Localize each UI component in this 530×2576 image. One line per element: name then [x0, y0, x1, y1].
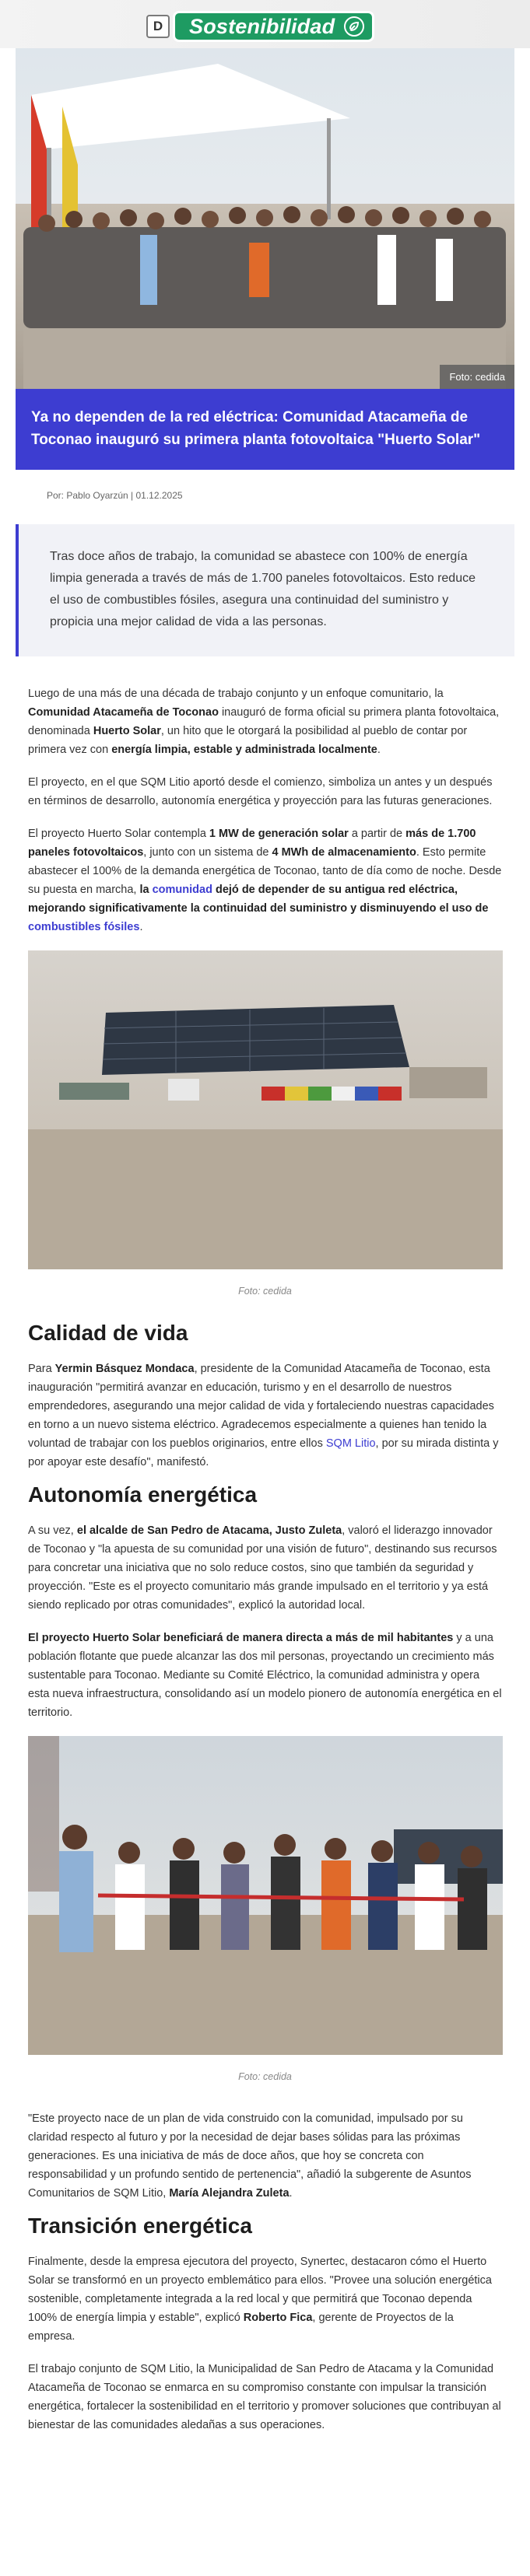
section-heading: Calidad de vida [28, 1321, 188, 1345]
hero-photo [16, 48, 514, 389]
paragraph: El proyecto Huerto Solar beneficiará de manera directa a más de mil habitantes y a una población flotante que puede alcanzar las dos mil personas, proyectando un crecimiento más sustentable para Toconao. Mediante su Comité Eléctrico, la comunidad administra y opera esta nueva infraestructura, consolidando así un modelo pionero de autonomía energética en el territorio. [28, 1632, 502, 1719]
paragraph: "Este proyecto nace de un plan de vida construido con la comunidad, impulsado por su claridad respecto al futuro y por la necesidad de dejar bases sólidas para las próximas generaciones. Es una iniciativa de más de doce años, que hoy se concreta con responsabilidad y un profundo sentido de pertenencia", añadió la subgerente de Asuntos Comunitarios de SQM Litio, María Alejandra Zuleta. [28, 2112, 472, 2200]
paragraph: El trabajo conjunto de SQM Litio, la Municipalidad de San Pedro de Atacama y la Comunidad Atacameña de Toconao se enmarca en su compromiso constante con impulsar la transición energética, fortalecer la sostenibilidad en el territorio y promover soluciones que contribuyan al bienestar de las comunidades aledañas a sus operaciones. [28, 2363, 501, 2431]
paragraph: El proyecto Huerto Solar contempla 1 MW de generación solar a partir de más de 1.700 paneles fotovoltaicos, junto con un sistema de 4 MWh de almacenamiento. Esto permite abastecer el 100% de la demanda energética de Toconao, tanto de día como de noche. Desde su puesta en marcha, la comunidad dejó de depender de su antigua red eléctrica, mejorando significativamente la continuidad del suministro y disminuyendo el uso de combustibles fósiles. [28, 828, 502, 933]
brand-name: Sostenibilidad [189, 14, 335, 38]
ribbon-cutting-illustration [28, 1736, 503, 2055]
link-sqm-litio[interactable]: SQM Litio [325, 1437, 376, 1450]
brand-logo[interactable] [146, 11, 374, 42]
photo-caption: Foto: cedida [238, 2071, 292, 2082]
paragraph: El proyecto, en el que SQM Litio aportó desde el comienzo, simboliza un antes y un después en términos de desarrollo, autonomía energética y proyección para las futuras generaciones. [28, 776, 493, 807]
article-lead: Tras doce años de trabajo, la comunidad se abastece con 100% de energía limpia generada a través de más de 1.700 paneles fotovoltaicos. Esto reduce el uso de combustibles fósiles, asegura una continuidad del suministro y propicia una mejor calidad de vida a las personas. [16, 524, 514, 656]
paragraph: Finalmente, desde la empresa ejecutora del proyecto, Synertec, destacaron cómo el Huerto Solar se transformó en un proyecto emblemático para ellos. "Provee una solución energética sostenible, completamente integrada a la red local y que permitirá que Toconao dependa 100% de energía limpia y estable", explicó Roberto Fica, gerente de Proyectos de la empresa. [28, 2256, 492, 2343]
link-combustibles-fosiles[interactable]: combustibles fósiles [28, 921, 140, 933]
paragraph: Luego de una más de una década de trabajo conjunto y un enfoque comunitario, la Comunidad Atacameña de Toconao inauguró de forma oficial su primera planta fotovoltaica, denominada Huerto Solar, un hito que le otorgará la posibilidad al pueblo de contar por primera vez con energía limpia, estable y administrada localmente. [28, 688, 500, 756]
site-header [0, 0, 530, 48]
section-heading: Transición energética [28, 2214, 252, 2238]
brand-pill [173, 11, 374, 42]
sustainability-leaf-icon [344, 16, 364, 37]
link-comunidad[interactable]: comunidad [152, 884, 212, 896]
byline: Por: Pablo Oyarzún | 01.12.2025 [47, 490, 183, 501]
photo-caption: Foto: cedida [238, 1286, 292, 1297]
d-logo-icon: D [146, 15, 170, 38]
section-heading: Autonomía energética [28, 1482, 258, 1507]
solar-plant-illustration [28, 950, 503, 1269]
paragraph: Para Yermin Básquez Mondaca, presidente de la Comunidad Atacameña de Toconao, esta inauguración "permitirá avanzar en educación, turismo y en el desarrollo de nuestros emprendedores, asegurando una mejor calidad de vida y fortaleciendo nuestras capacidades en torno a un nuevo sistema eléctrico. Agradecemos especialmente a quienes han tenido la voluntad de trabajar con los pueblos originarios, entre ellos SQM Litio, por su mirada distinta y por apoyar este desafío", manifestó. [28, 1363, 499, 1468]
hero-photo-illustration [16, 48, 514, 389]
ribbon-cutting-photo [28, 1736, 503, 2055]
article-body [28, 684, 502, 2434]
hero-photo-credit: Foto: cedida [440, 365, 514, 389]
paragraph: A su vez, el alcalde de San Pedro de Atacama, Justo Zuleta, valoró el liderazgo innovador de Toconao y "la apuesta de su comunidad por una visión de futuro", destinando sus recursos para concretar una iniciativa que no solo reduce costos, sino que también da seguridad y proyección. "Este es el proyecto comunitario más grande impulsado en el territorio y ya está siendo replicado por otras comunidades", explicó la autoridad local. [28, 1524, 497, 1612]
article-title: Ya no dependen de la red eléctrica: Comunidad Atacameña de Toconao inauguró su primera planta fotovoltaica "Huerto Solar" [16, 389, 514, 470]
solar-plant-photo [28, 950, 503, 1269]
